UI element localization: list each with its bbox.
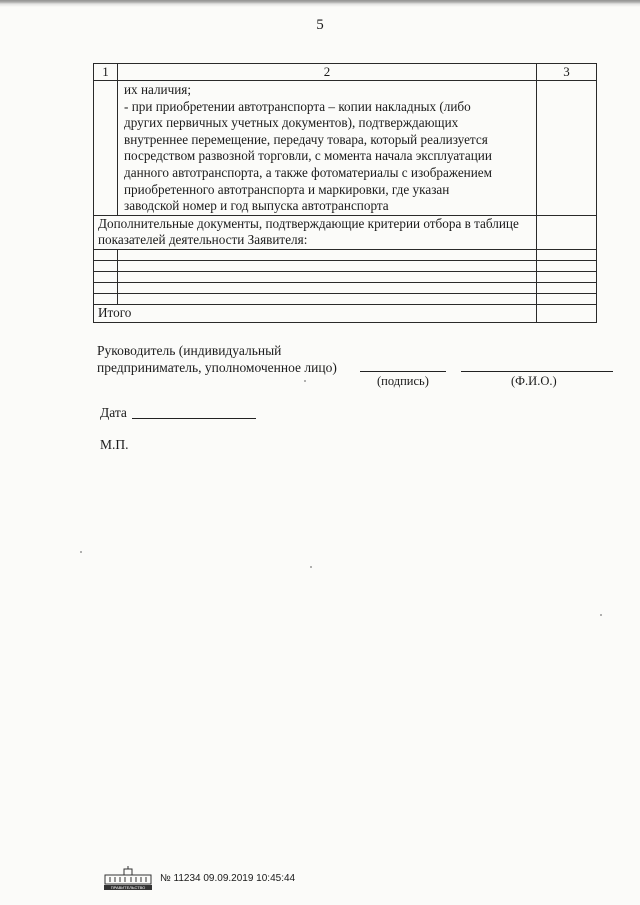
scan-edge (0, 0, 640, 7)
table-cell (537, 282, 597, 293)
name-line (461, 371, 613, 372)
table-cell (118, 81, 537, 216)
signature-caption: (подпись) (377, 374, 429, 388)
date-line (132, 418, 256, 419)
table-cell (94, 260, 118, 271)
total-row (94, 304, 597, 322)
name-caption: (Ф.И.О.) (511, 374, 557, 388)
table-cell (118, 293, 537, 304)
table-header-row (94, 64, 597, 81)
government-building-logo (104, 866, 152, 890)
header-col-1: 1 (94, 64, 118, 81)
footer-registration (104, 866, 364, 890)
table-cell (94, 271, 118, 282)
table-row (94, 81, 597, 216)
signature-line (360, 371, 446, 372)
signatory-line-1: Руководитель (индивидуальный (97, 343, 282, 358)
table-cell (94, 293, 118, 304)
documents-description: их наличия; - при приобретении автотранспорта – копии накладных (либо других первичных учетных документов), подтверждающих внутреннее перемещение, передачу товара, который реализуется посредством развозной торговли, с момента начала эксплуатации данного автотранспорта, а также фотоматериалы с изображением приобретенного автотранспорта и маркировки, где указан заводской номер и год выпуска автотранспорта (124, 82, 492, 214)
table-cell (537, 249, 597, 260)
registration-stamp: № 11234 09.09.2019 10:45:44 (160, 873, 296, 884)
table-cell (118, 249, 537, 260)
table-cell (118, 260, 537, 271)
seal-label: М.П. (100, 437, 129, 452)
table-row (94, 260, 597, 271)
scan-speck (600, 614, 602, 616)
header-col-3: 3 (537, 64, 597, 81)
criteria-table (93, 63, 597, 323)
signatory-line-2: предприниматель, уполномоченное лицо) (97, 360, 337, 375)
table-cell (118, 271, 537, 282)
table-cell (537, 215, 597, 249)
scan-speck (310, 566, 312, 568)
scan-speck (304, 380, 306, 382)
total-label: Итого (94, 304, 537, 322)
table-cell (94, 282, 118, 293)
table-row (94, 282, 597, 293)
table-cell (94, 81, 118, 216)
table-cell (94, 249, 118, 260)
logo-caption: ПРАВИТЕЛЬСТВО (110, 885, 146, 890)
signature-block (97, 342, 337, 376)
table-cell (118, 282, 537, 293)
page-number: 5 (316, 17, 324, 33)
header-col-2: 2 (118, 64, 537, 81)
table-row (94, 271, 597, 282)
total-value-cell (537, 304, 597, 322)
table-row (94, 249, 597, 260)
table-row (94, 293, 597, 304)
table-cell (537, 81, 597, 216)
scan-speck (80, 551, 82, 553)
table-row (94, 215, 597, 249)
date-label: Дата (100, 405, 127, 420)
table-cell (537, 260, 597, 271)
table-cell (537, 271, 597, 282)
additional-docs-label: Дополнительные документы, подтверждающие критерии отбора в таблице показателей деятельности Заявителя: (94, 215, 537, 249)
table-cell (537, 293, 597, 304)
